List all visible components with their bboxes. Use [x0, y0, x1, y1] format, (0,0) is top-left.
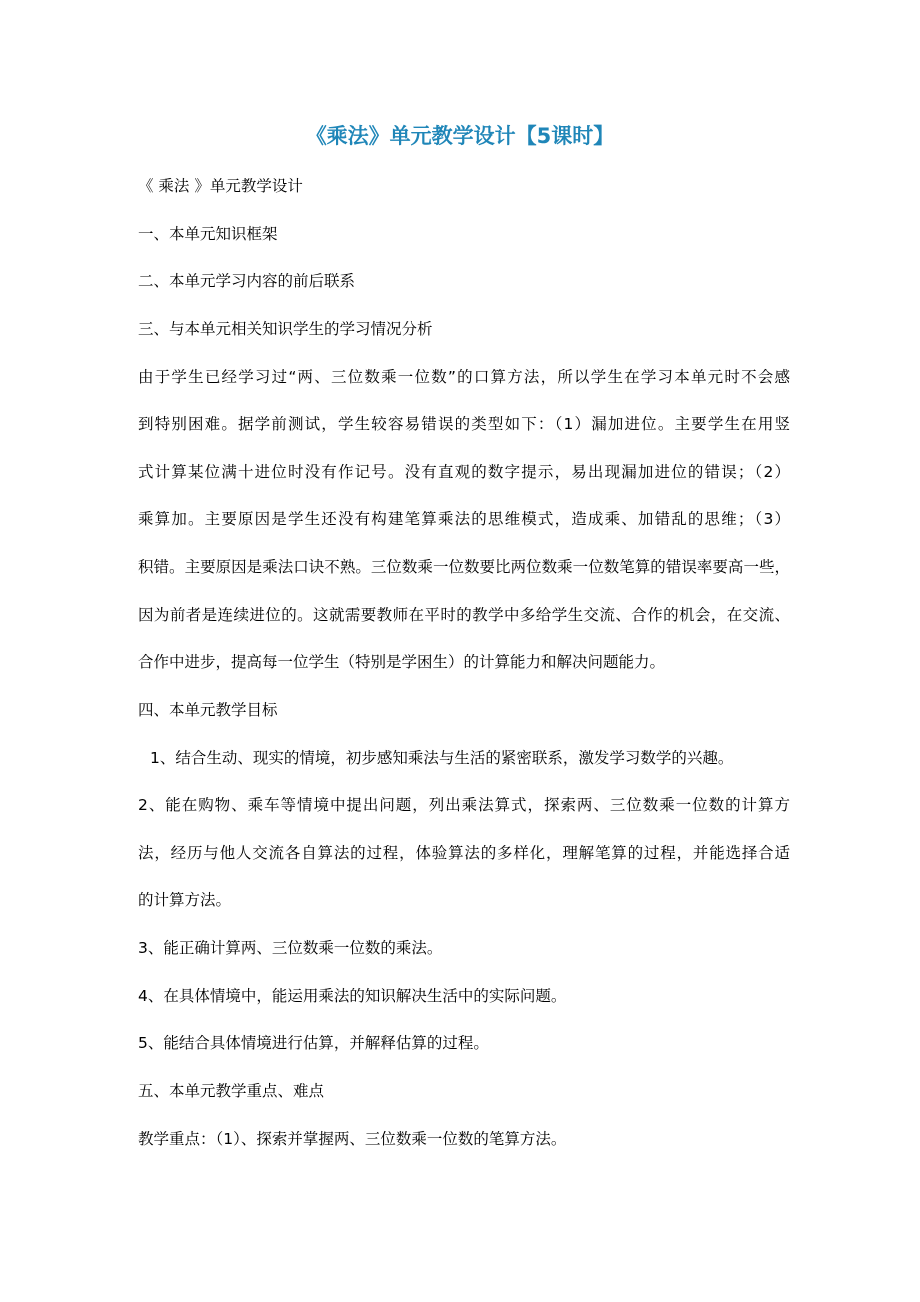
- goal-item-2-line: 2、能在购物、乘车等情境中提出问题，列出乘法算式，探索两、三位数乘一位数的计算方: [138, 796, 790, 814]
- analysis-paragraph-line: 积错。主要原因是乘法口诀不熟。三位数乘一位数要比两位数乘一位数笔算的错误率要高一些，: [138, 558, 790, 576]
- section-heading-3: 三、与本单元相关知识学生的学习情况分析: [138, 320, 433, 338]
- goal-item-2-line: 的计算方法。: [138, 891, 232, 909]
- subtitle: 《 乘法 》单元教学设计: [138, 177, 303, 195]
- section-heading-4: 四、本单元教学目标: [138, 701, 278, 719]
- goal-item-1: 1、结合生动、现实的情境，初步感知乘法与生活的紧密联系，激发学习数学的兴趣。: [150, 749, 734, 767]
- key-point: 教学重点：（1）、探索并掌握两、三位数乘一位数的笔算方法。: [138, 1130, 567, 1148]
- section-heading-1: 一、本单元知识框架: [138, 225, 278, 243]
- analysis-paragraph-line: 乘算加。主要原因是学生还没有构建笔算乘法的思维模式，造成乘、加错乱的思维；（3）: [138, 510, 790, 528]
- analysis-paragraph-line: 合作中进步，提高每一位学生（特别是学困生）的计算能力和解决问题能力。: [138, 653, 666, 671]
- goal-item-4: 4、在具体情境中，能运用乘法的知识解决生活中的实际问题。: [138, 987, 567, 1005]
- goal-item-3: 3、能正确计算两、三位数乘一位数的乘法。: [138, 939, 443, 957]
- document-title: 《乘法》单元教学设计【5课时】: [305, 124, 615, 148]
- goal-item-5: 5、能结合具体情境进行估算，并解释估算的过程。: [138, 1034, 489, 1052]
- section-heading-2: 二、本单元学习内容的前后联系: [138, 272, 356, 290]
- analysis-paragraph-line: 因为前者是连续进位的。这就需要教师在平时的教学中多给学生交流、合作的机会，在交流、: [138, 606, 790, 624]
- analysis-paragraph-line: 到特别困难。据学前测试，学生较容易错误的类型如下：（1）漏加进位。主要学生在用竖: [138, 415, 790, 433]
- section-heading-5: 五、本单元教学重点、难点: [138, 1082, 325, 1100]
- analysis-paragraph-line: 式计算某位满十进位时没有作记号。没有直观的数字提示，易出现漏加进位的错误；（2）: [138, 463, 790, 481]
- analysis-paragraph-line: 由于学生已经学习过“两、三位数乘一位数”的口算方法，所以学生在学习本单元时不会感: [138, 368, 790, 386]
- goal-item-2-line: 法，经历与他人交流各自算法的过程，体验算法的多样化，理解笔算的过程，并能选择合适: [138, 844, 790, 862]
